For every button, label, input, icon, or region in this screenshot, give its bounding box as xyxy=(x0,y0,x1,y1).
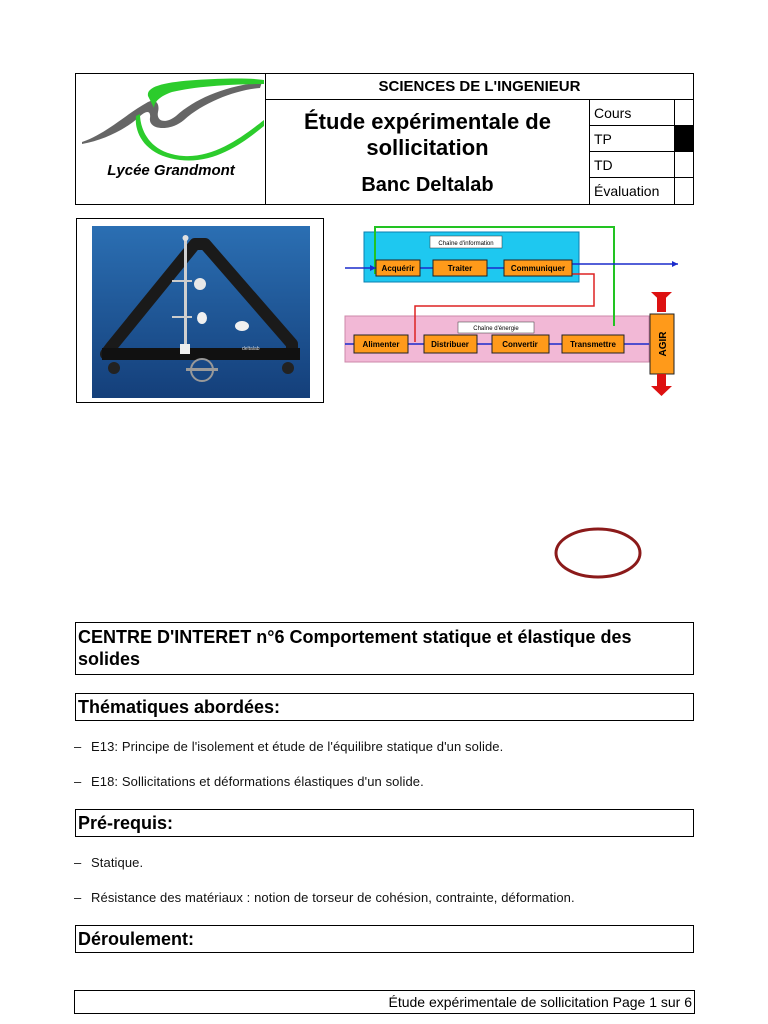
energy-chain-label: Chaîne d'énergie xyxy=(473,326,519,332)
block-alimenter: Alimenter xyxy=(362,340,400,349)
block-traiter: Traiter xyxy=(447,264,473,273)
deltalab-bench-photo xyxy=(92,226,310,398)
type-checkbox xyxy=(674,100,693,126)
type-evaluation xyxy=(590,178,693,204)
type-cours xyxy=(590,100,693,126)
page-footer: Étude expérimentale de sollicitation Page 1 sur 6 xyxy=(74,990,695,1014)
block-agir-label: AGIR xyxy=(658,331,669,357)
deroulement-heading: Déroulement: xyxy=(75,925,694,953)
school-logo-cell xyxy=(76,74,266,204)
red-ellipse-mark xyxy=(554,527,644,583)
thematique-item-2 xyxy=(74,774,424,789)
document-header xyxy=(75,73,694,205)
block-convertir: Convertir xyxy=(502,340,538,349)
prerequis-item-2 xyxy=(74,890,575,905)
type-label: Évaluation xyxy=(594,183,660,199)
type-label: TD xyxy=(594,157,613,173)
school-logo xyxy=(76,74,266,174)
item-text: Statique. xyxy=(91,855,144,870)
subject-heading: SCIENCES DE L'INGENIEUR xyxy=(266,74,693,100)
bullet-dash: – xyxy=(74,739,82,754)
block-transmettre: Transmettre xyxy=(570,340,616,349)
document-title xyxy=(266,100,590,204)
type-td xyxy=(590,152,693,178)
block-communiquer: Communiquer xyxy=(510,264,566,273)
type-label: TP xyxy=(594,131,612,147)
prerequis-item-1 xyxy=(74,855,143,870)
bullet-dash: – xyxy=(74,855,82,870)
system-chain-diagram xyxy=(340,222,685,398)
type-checkbox-filled xyxy=(674,126,693,152)
item-text: E13: Principe de l'isolement et étude de l'équilibre statique d'un solide. xyxy=(91,739,504,754)
centre-interet-box: CENTRE D'INTERET n°6 Comportement statique et élastique des solides xyxy=(75,622,694,675)
title-line-1: Étude expérimentale de xyxy=(304,109,551,134)
item-text: Résistance des matériaux : notion de torseur de cohésion, contrainte, déformation. xyxy=(91,890,575,905)
bench-brand-label: deltalab xyxy=(242,346,260,352)
item-text: E18: Sollicitations et déformations élastiques d'un solide. xyxy=(91,774,424,789)
title-line-3: Banc Deltalab xyxy=(361,174,494,196)
prerequis-heading: Pré-requis: xyxy=(75,809,694,837)
type-checkbox xyxy=(674,152,693,178)
school-name: Lycée Grandmont xyxy=(107,162,235,179)
type-tp xyxy=(590,126,693,152)
bullet-dash: – xyxy=(74,774,82,789)
type-checkbox xyxy=(674,178,693,204)
block-acquerir: Acquérir xyxy=(381,264,415,273)
thematique-item-1 xyxy=(74,739,503,754)
title-line-2: sollicitation xyxy=(366,135,489,160)
type-label: Cours xyxy=(594,105,632,121)
block-distribuer: Distribuer xyxy=(431,340,469,349)
document-type-list xyxy=(590,100,693,204)
thematiques-heading: Thématiques abordées: xyxy=(75,693,694,721)
bench-photo-frame xyxy=(76,218,324,403)
bullet-dash: – xyxy=(74,890,82,905)
info-chain-label: Chaîne d'information xyxy=(438,241,494,247)
